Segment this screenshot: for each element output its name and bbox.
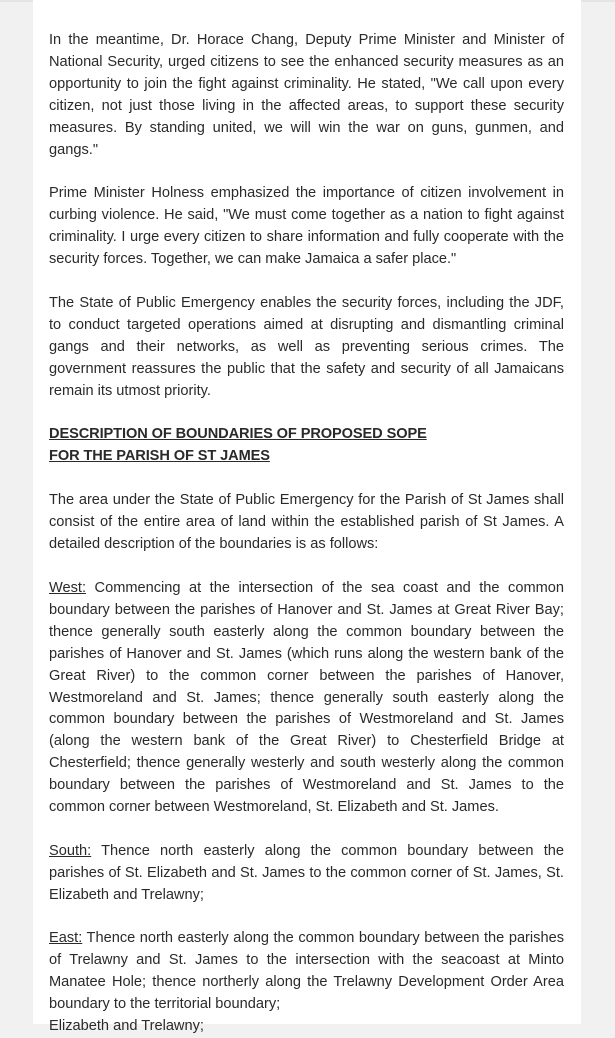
paragraph-south-boundary xyxy=(49,841,564,907)
south-label: South: xyxy=(49,843,92,859)
paragraph-east-boundary xyxy=(49,928,564,1016)
document-page xyxy=(33,0,581,1034)
east-text: Thence north easterly along the common boundary between the parishes of Trelawny and St. James to the intersection with the seacoast at Minto Manatee Hole; thence northerly along the Trelawny Development Order Area boundary to the territorial boundary; xyxy=(49,930,564,1012)
boundaries-heading-line-2: FOR THE PARISH OF ST JAMES xyxy=(49,447,270,464)
east-label: East: xyxy=(49,930,83,946)
paragraph-area-description: The area under the State of Public Emergency for the Parish of St James shall consist of the entire area of land within the established parish of St James. A detailed description of the boundaries is as follows: xyxy=(49,492,564,552)
paragraph-deputy-pm-statement: In the meantime, Dr. Horace Chang, Deputy Prime Minister and Minister of National Security, urged citizens to see the enhanced security measures as an opportunity to join the fight against criminality. He stated, "We call upon every citizen, not just those living in the affected areas, to support these security measures. By standing united, we will win the war on guns, gunmen, and gangs." xyxy=(49,32,564,158)
boundaries-heading-line-1: DESCRIPTION OF BOUNDARIES OF PROPOSED SOPE xyxy=(49,426,427,442)
cut-off-text-top xyxy=(49,0,93,3)
boundaries-heading xyxy=(49,424,564,468)
west-label: West: xyxy=(49,580,87,596)
paragraph-pm-statement: Prime Minister Holness emphasized the importance of citizen involvement in curbing violence. He said, "We must come together as a nation to fight against criminality. I urge every citizen to share information and fully cooperate with the security forces. Together, we can make Jamaica a safer place." xyxy=(49,185,564,267)
cut-off-text-bottom: Elizabeth and Trelawny; xyxy=(49,1018,204,1034)
paragraph-west-boundary xyxy=(49,578,564,819)
south-text: Thence north easterly along the common boundary between the parishes of St. Elizabeth and St. James to the common corner of St. James, St. Elizabeth and Trelawny; xyxy=(49,843,564,903)
paragraph-sope-purpose: The State of Public Emergency enables the security forces, including the JDF, to conduct targeted operations aimed at disrupting and dismantling criminal gangs and their networks, as well as preventing serious crimes. The government reassures the public that the safety and security of all Jamaicans remain its utmost priority. xyxy=(49,295,564,399)
west-text: Commencing at the intersection of the sea coast and the common boundary between the parishes of Hanover and St. James at Great River Bay; thence generally south easterly along the common boundary between the parishes of Hanover and St. James (which runs along the western bank of the Great River) to the common corner between the parishes of Hanover, Westmoreland and St. James; thence generally south easterly along the common boundary between the parishes of Westmoreland and St. James (along the western bank of the Great River) to Chesterfield Bridge at Chesterfield; thence generally westerly and south westerly along the common boundary between the parishes of Westmoreland and St. James to the common corner between Westmoreland, St. Elizabeth and St. James. xyxy=(49,580,564,816)
